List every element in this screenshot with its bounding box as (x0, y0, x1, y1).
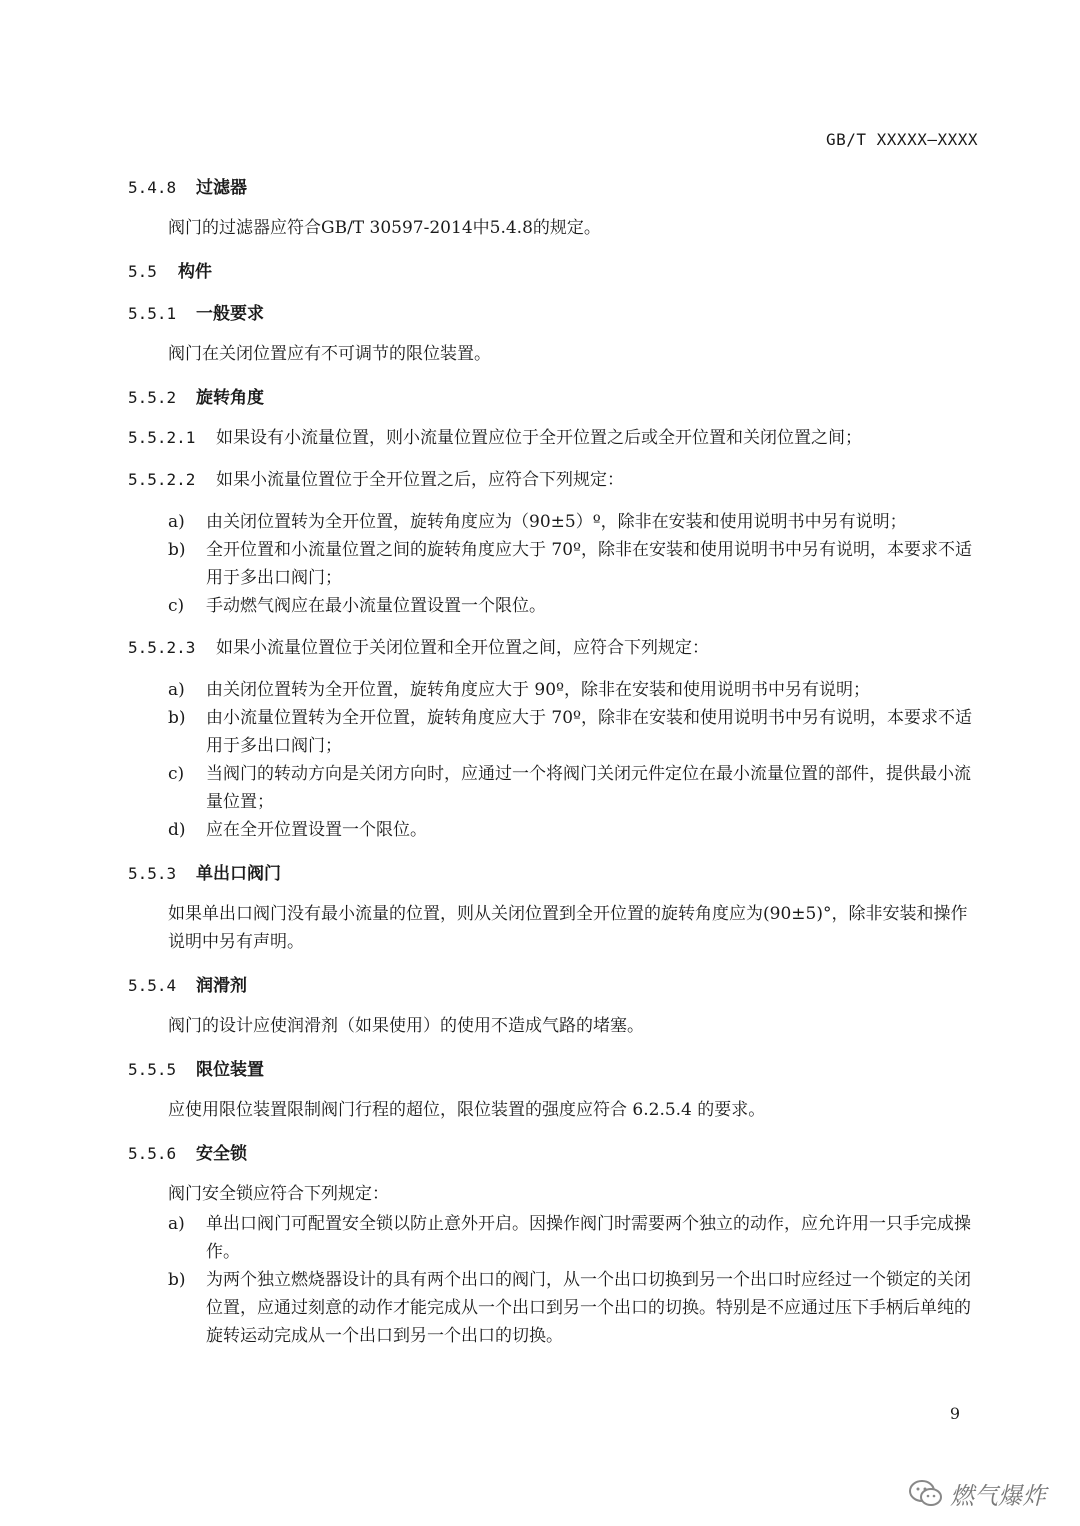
clause-heading-5-5-2 (128, 382, 980, 424)
clause-title: 旋转角度 (196, 388, 264, 408)
list-item (128, 816, 980, 844)
list-item (128, 508, 980, 536)
subclause-5-5-2-1 (128, 424, 980, 452)
list-marker: c) (168, 764, 185, 784)
clause-text: 阀门安全锁应符合下列规定： (168, 1184, 389, 1204)
list-item (128, 1266, 980, 1350)
clause-heading-5-4-8 (128, 172, 980, 214)
list-item-text: 当阀门的转动方向是关闭方向时，应通过一个将阀门关闭元件定位在最小流量位置的部件，提供最小流量位置； (206, 764, 971, 812)
clause-number: 5.5.4 (128, 976, 177, 995)
list-item-text: 由小流量位置转为全开位置，旋转角度应大于 70º，除非在安装和使用说明书中另有说明，本要求不适用于多出口阀门； (206, 708, 973, 756)
clause-title: 润滑剂 (196, 976, 247, 996)
subclause-5-5-2-2 (128, 466, 980, 494)
list-item-text: 为两个独立燃烧器设计的具有两个出口的阀门，从一个出口切换到另一个出口时应经过一个锁定的关闭位置，应通过刻意的动作才能完成从一个出口到另一个出口的切换。特别是不应通过压下手柄后单纯的旋转运动完成从一个出口到另一个出口的切换。 (206, 1270, 971, 1346)
clause-heading-5-5-6 (128, 1138, 980, 1180)
subclause-5-5-2-3 (128, 634, 980, 662)
list-marker: b) (168, 708, 186, 728)
list-marker: c) (168, 596, 185, 616)
clause-title: 单出口阀门 (196, 864, 281, 884)
list-5-5-2-3 (128, 676, 980, 844)
clause-heading-5-5 (128, 256, 980, 298)
list-item-text: 由关闭位置转为全开位置，旋转角度应大于 90º，除非在安装和使用说明书中另有说明； (206, 680, 871, 700)
clause-title: 安全锁 (196, 1144, 247, 1164)
list-item-text: 应在全开位置设置一个限位。 (206, 820, 427, 840)
clause-number: 5.5.3 (128, 864, 177, 883)
list-marker: a) (168, 512, 185, 532)
clause-number: 5.5 (128, 262, 157, 281)
list-marker: d) (168, 820, 186, 840)
subclause-number: 5.5.2.2 (128, 470, 196, 489)
list-5-5-6 (128, 1210, 980, 1350)
list-marker: b) (168, 1270, 186, 1290)
clause-title: 一般要求 (196, 304, 264, 324)
subclause-text: 如果设有小流量位置，则小流量位置应位于全开位置之后或全开位置和关闭位置之间； (216, 428, 862, 448)
clause-heading-5-5-3 (128, 858, 980, 900)
list-item (128, 592, 980, 620)
list-item-text: 由关闭位置转为全开位置，旋转角度应为（90±5）º，除非在安装和使用说明书中另有说明； (206, 512, 907, 532)
list-item (128, 676, 980, 704)
list-item-text: 全开位置和小流量位置之间的旋转角度应大于 70º，除非在安装和使用说明书中另有说明，本要求不适用于多出口阀门； (206, 540, 973, 588)
list-marker: a) (168, 680, 185, 700)
watermark (908, 1476, 1046, 1511)
list-item-text: 手动燃气阀应在最小流量位置设置一个限位。 (206, 596, 546, 616)
list-item (128, 536, 980, 592)
clause-title: 构件 (178, 262, 212, 282)
subclause-number: 5.5.2.3 (128, 638, 196, 657)
clause-number: 5.5.2 (128, 388, 177, 407)
wechat-icon (908, 1479, 944, 1509)
standard-code: GB/T XXXXX—XXXX (826, 130, 978, 149)
subclause-number: 5.5.2.1 (128, 428, 196, 447)
subclause-text: 如果小流量位置位于全开位置之后，应符合下列规定： (216, 470, 624, 490)
clause-text: 阀门在关闭位置应有不可调节的限位装置。 (168, 344, 491, 364)
list-item (128, 704, 980, 760)
watermark-text: 燃气爆炸 (950, 1482, 1046, 1510)
list-marker: a) (168, 1214, 185, 1234)
clause-text: 阀门的过滤器应符合GB/T 30597-2014中5.4.8的规定。 (168, 218, 601, 238)
list-item (128, 1210, 980, 1266)
clause-text: 阀门的设计应使润滑剂（如果使用）的使用不造成气路的堵塞。 (168, 1016, 644, 1036)
clause-text: 应使用限位装置限制阀门行程的超位，限位装置的强度应符合 6.2.5.4 的要求。 (168, 1100, 766, 1120)
clause-text: 如果单出口阀门没有最小流量的位置，则从关闭位置到全开位置的旋转角度应为(90±5)°，除非安装和操作说明中另有声明。 (168, 904, 968, 952)
list-5-5-2-2 (128, 508, 980, 620)
page-content (128, 172, 980, 1364)
clause-title: 过滤器 (196, 178, 247, 198)
subclause-text: 如果小流量位置位于关闭位置和全开位置之间，应符合下列规定： (216, 638, 709, 658)
clause-heading-5-5-5 (128, 1054, 980, 1096)
clause-number: 5.5.6 (128, 1144, 177, 1163)
list-item-text: 单出口阀门可配置安全锁以防止意外开启。因操作阀门时需要两个独立的动作，应允许用一只手完成操作。 (206, 1214, 971, 1262)
clause-number: 5.4.8 (128, 178, 177, 197)
page-number: 9 (949, 1404, 960, 1423)
clause-number: 5.5.5 (128, 1060, 177, 1079)
list-item (128, 760, 980, 816)
clause-title: 限位装置 (196, 1060, 264, 1080)
clause-heading-5-5-4 (128, 970, 980, 1012)
clause-heading-5-5-1 (128, 298, 980, 340)
clause-number: 5.5.1 (128, 304, 177, 323)
list-marker: b) (168, 540, 186, 560)
